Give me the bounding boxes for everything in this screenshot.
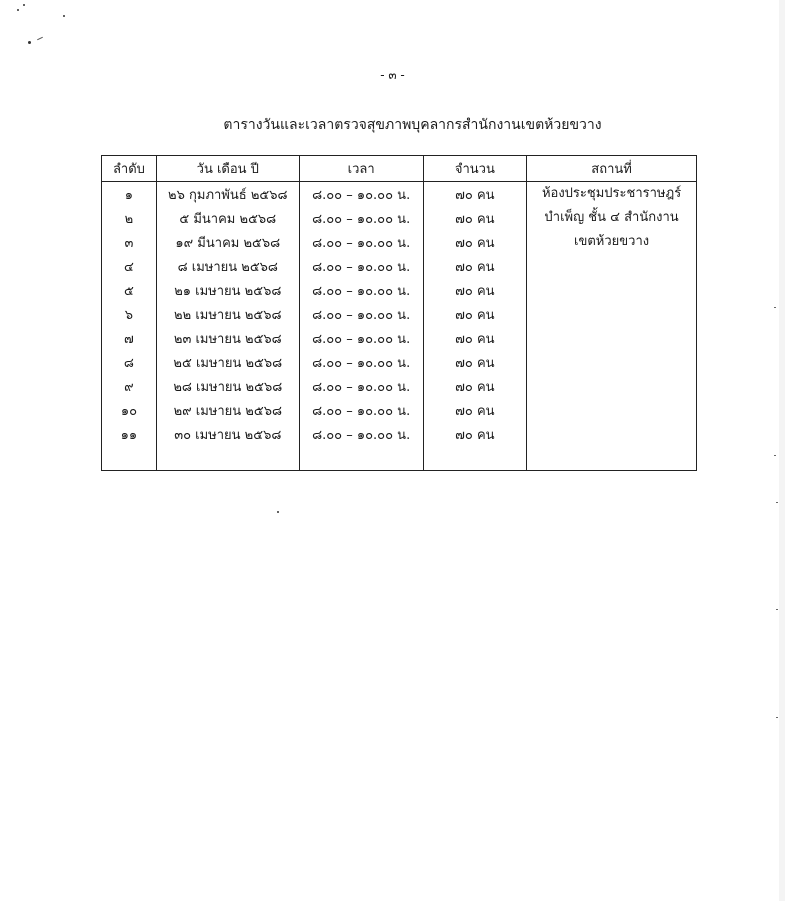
scan-speck (774, 307, 776, 308)
row-time: ๘.๐๐ – ๑๐.๐๐ น. (299, 302, 423, 326)
header-date: วัน เดือน ปี (156, 156, 299, 182)
place-line: ห้องประชุมประชาราษฎร์ (541, 186, 682, 201)
row-time: ๘.๐๐ – ๑๐.๐๐ น. (299, 374, 423, 398)
row-date: ๘ เมษายน ๒๕๖๘ (156, 254, 299, 278)
scan-speck (774, 455, 776, 456)
empty-cell (102, 446, 157, 471)
header-place: สถานที่ (527, 156, 697, 182)
row-date: ๒๒ เมษายน ๒๕๖๘ (156, 302, 299, 326)
place-cell (527, 182, 697, 471)
row-time: ๘.๐๐ – ๑๐.๐๐ น. (299, 350, 423, 374)
row-date: ๒๑ เมษายน ๒๕๖๘ (156, 278, 299, 302)
row-date: ๒๓ เมษายน ๒๕๖๘ (156, 326, 299, 350)
scan-mark (37, 37, 43, 40)
row-time: ๘.๐๐ – ๑๐.๐๐ น. (299, 326, 423, 350)
row-count: ๗๐ คน (423, 350, 527, 374)
row-order: ๖ (102, 302, 157, 326)
row-time: ๘.๐๐ – ๑๐.๐๐ น. (299, 182, 423, 207)
table-row (102, 182, 697, 207)
scan-speck (776, 609, 778, 610)
row-date: ๒๕ เมษายน ๒๕๖๘ (156, 350, 299, 374)
row-time: ๘.๐๐ – ๑๐.๐๐ น. (299, 230, 423, 254)
scan-speck (776, 502, 778, 503)
scan-speck (28, 41, 31, 44)
row-time: ๘.๐๐ – ๑๐.๐๐ น. (299, 254, 423, 278)
row-count: ๗๐ คน (423, 182, 527, 207)
row-count: ๗๐ คน (423, 302, 527, 326)
empty-cell (299, 446, 423, 471)
row-order: ๑ (102, 182, 157, 207)
schedule-table (101, 155, 697, 471)
table-header-row (102, 156, 697, 182)
row-date: ๒๙ เมษายน ๒๕๖๘ (156, 398, 299, 422)
row-date: ๒๖ กุมภาพันธ์ ๒๕๖๘ (156, 182, 299, 207)
row-order: ๔ (102, 254, 157, 278)
row-order: ๙ (102, 374, 157, 398)
scan-speck (17, 9, 19, 11)
row-order: ๓ (102, 230, 157, 254)
empty-cell (156, 446, 299, 471)
row-time: ๘.๐๐ – ๑๐.๐๐ น. (299, 422, 423, 446)
place-line: เขตห้วยขวาง (574, 234, 650, 249)
scan-speck (63, 15, 65, 17)
scan-speck (23, 4, 25, 6)
row-count: ๗๐ คน (423, 278, 527, 302)
header-time: เวลา (299, 156, 423, 182)
row-time: ๘.๐๐ – ๑๐.๐๐ น. (299, 206, 423, 230)
row-date: ๓๐ เมษายน ๒๕๖๘ (156, 422, 299, 446)
row-count: ๗๐ คน (423, 230, 527, 254)
row-count: ๗๐ คน (423, 398, 527, 422)
row-date: ๒๘ เมษายน ๒๕๖๘ (156, 374, 299, 398)
scan-speck (277, 511, 279, 513)
document-title: ตารางวันและเวลาตรวจสุขภาพบุคลากรสำนักงานเขตห้วยขวาง (223, 117, 602, 133)
row-order: ๘ (102, 350, 157, 374)
row-order: ๑๑ (102, 422, 157, 446)
scan-speck (776, 717, 778, 718)
header-order: ลำดับ (102, 156, 157, 182)
place-line: บำเพ็ญ ชั้น ๔ สำนักงาน (544, 210, 679, 225)
row-order: ๕ (102, 278, 157, 302)
row-count: ๗๐ คน (423, 422, 527, 446)
row-order: ๗ (102, 326, 157, 350)
header-count: จำนวน (423, 156, 527, 182)
row-date: ๑๙ มีนาคม ๒๕๖๘ (156, 230, 299, 254)
row-count: ๗๐ คน (423, 326, 527, 350)
row-count: ๗๐ คน (423, 206, 527, 230)
empty-cell (423, 446, 527, 471)
row-order: ๑๐ (102, 398, 157, 422)
row-date: ๕ มีนาคม ๒๕๖๘ (156, 206, 299, 230)
row-count: ๗๐ คน (423, 254, 527, 278)
row-time: ๘.๐๐ – ๑๐.๐๐ น. (299, 398, 423, 422)
row-order: ๒ (102, 206, 157, 230)
page-number: - ๓ - (380, 68, 405, 82)
row-time: ๘.๐๐ – ๑๐.๐๐ น. (299, 278, 423, 302)
row-count: ๗๐ คน (423, 374, 527, 398)
